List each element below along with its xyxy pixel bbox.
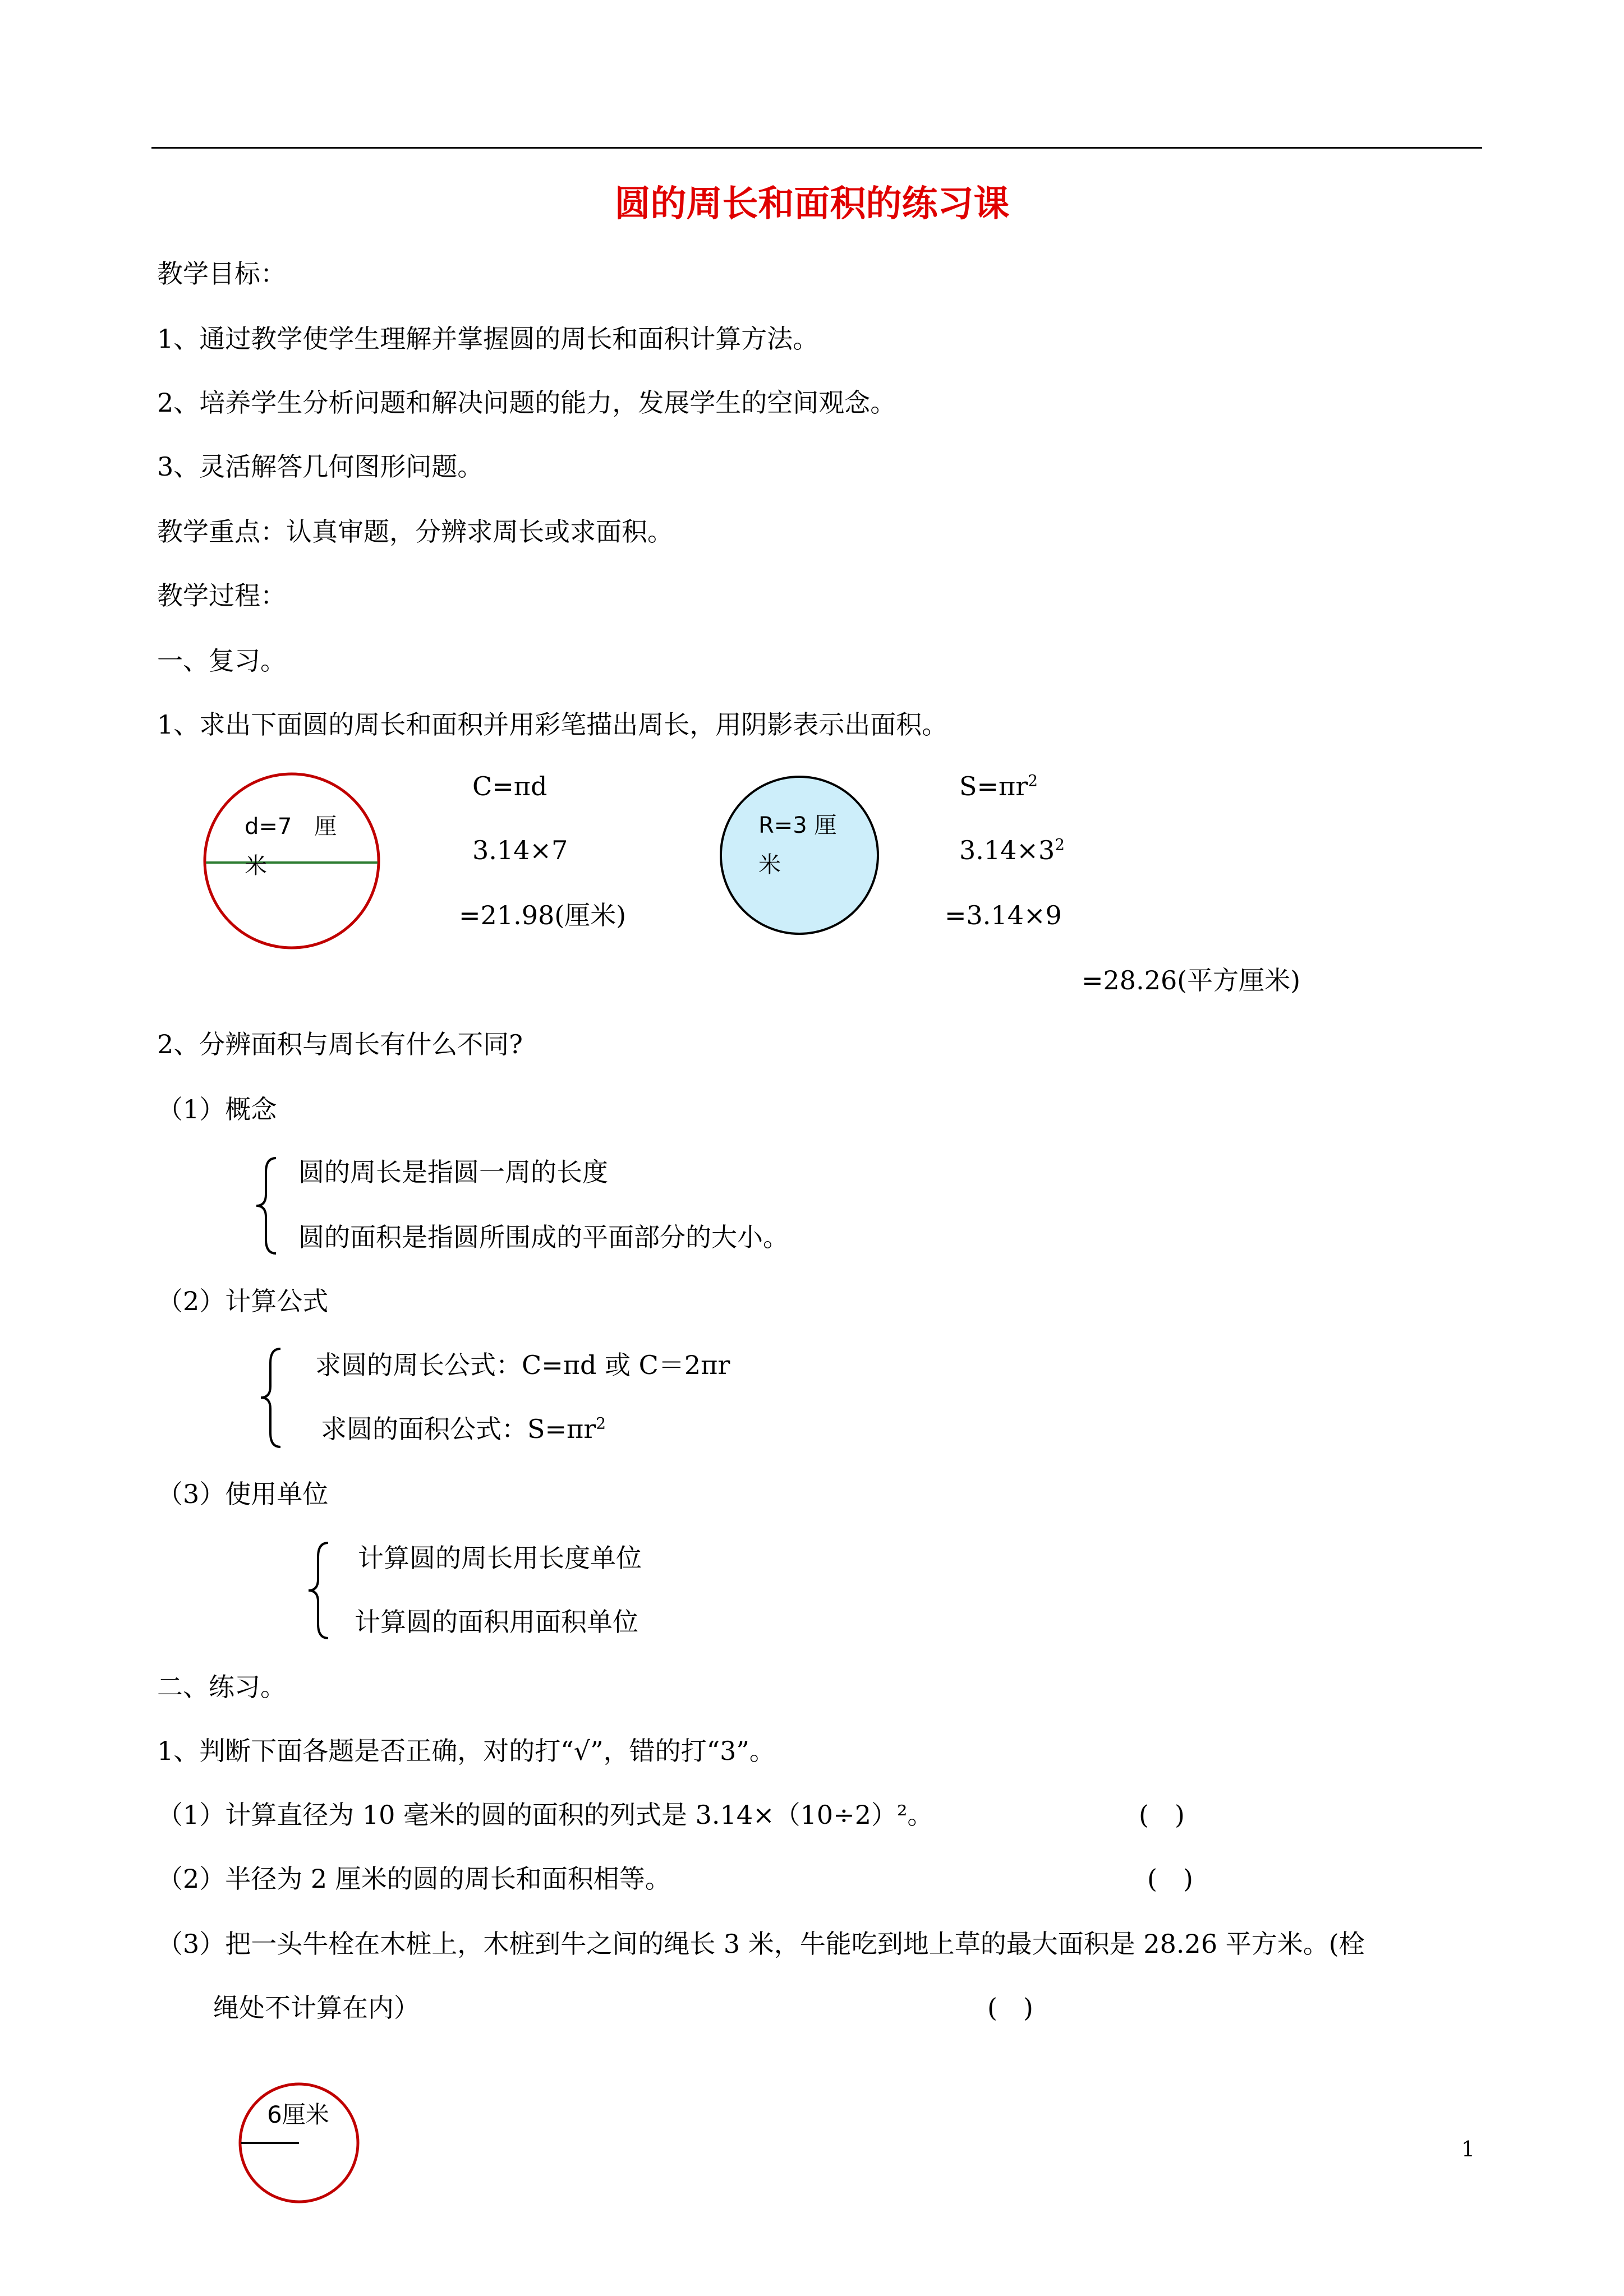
circle2-label-top: R=3 厘: [758, 813, 837, 838]
circle1-label-bottom: 米: [245, 853, 267, 879]
judge-item-2: （2）半径为 2 厘米的圆的周长和面积相等。: [157, 1864, 671, 1894]
concept-brace: [254, 1155, 282, 1256]
circle2-step2: =3.14×9: [945, 900, 1062, 930]
circle2-result: =28.26(平方厘米): [1082, 965, 1301, 995]
judge-item-1: （1）计算直径为 10 毫米的圆的面积的列式是 3.14×（10÷2）²。: [157, 1800, 933, 1830]
review-heading: 一、复习。: [157, 646, 286, 676]
concept-line-2: 圆的面积是指圆所围成的平面部分的大小。: [298, 1222, 789, 1252]
practice-question-1: 1、判断下面各题是否正确，对的打“√”，错的打“3”。: [157, 1736, 775, 1766]
header-rule: [151, 147, 1482, 149]
page-number: 1: [1461, 2137, 1475, 2161]
circle1-formula: C=πd: [472, 771, 548, 801]
circle-radius-figure: [715, 771, 884, 939]
shaded-circle: [721, 777, 878, 934]
concept-line-1: 圆的周长是指圆一周的长度: [298, 1157, 608, 1187]
practice-heading: 二、练习。: [157, 1672, 286, 1702]
page-title: 圆的周长和面积的练习课: [614, 183, 1010, 225]
circle2-formula: $S=\pi r^2$: [959, 771, 1038, 801]
circle-outline: [205, 774, 379, 948]
concept-heading: （1）概念: [157, 1094, 277, 1124]
judge-item-1-answer[interactable]: ( ): [1139, 1800, 1185, 1830]
units-line-1: 计算圆的周长用长度单位: [358, 1543, 642, 1573]
circle-diameter-figure: [199, 768, 384, 953]
circle1-label-top: d=7 厘: [245, 814, 337, 840]
formulas-brace: [258, 1346, 286, 1450]
review-question-2: 2、分辨面积与周长有什么不同?: [157, 1029, 523, 1059]
judge-item-3-cont: 绳处不计算在内）: [213, 1993, 420, 2023]
formula-circumference: 求圆的周长公式：C=πd 或 C＝2πr: [315, 1350, 730, 1380]
key-point: 教学重点：认真审题，分辨求周长或求面积。: [157, 517, 673, 547]
circle3-label: 6厘米: [267, 2101, 329, 2128]
goal-3: 3、灵活解答几何图形问题。: [157, 451, 484, 482]
review-question-1: 1、求出下面圆的周长和面积并用彩笔描出周长，用阴影表示出面积。: [157, 709, 948, 740]
process-heading: 教学过程：: [157, 580, 286, 611]
units-brace: [306, 1540, 334, 1641]
goal-2: 2、培养学生分析问题和解决问题的能力，发展学生的空间观念。: [157, 388, 896, 418]
units-line-2: 计算圆的面积用面积单位: [355, 1607, 638, 1637]
goal-1: 1、通过教学使学生理解并掌握圆的周长和面积计算方法。: [157, 324, 819, 354]
judge-item-3-answer[interactable]: ( ): [987, 1993, 1033, 2023]
judge-item-3: （3）把一头牛栓在木桩上，木桩到牛之间的绳长 3 米，牛能吃到地上草的最大面积是 28.26 平方米。(栓: [157, 1929, 1365, 1959]
formulas-heading: （2）计算公式: [157, 1286, 329, 1316]
formula-area: 求圆的面积公式：$S=\pi r^2$: [321, 1414, 606, 1444]
judge-item-2-answer[interactable]: ( ): [1147, 1864, 1193, 1894]
units-heading: （3）使用单位: [157, 1479, 329, 1509]
circle1-result: =21.98(厘米): [459, 900, 627, 930]
circle2-step1: $3.14\times 3^2$: [959, 835, 1065, 865]
goal-heading: 教学目标：: [157, 259, 286, 289]
circle1-step: 3.14×7: [472, 835, 568, 865]
circle2-label-bottom: 米: [758, 852, 781, 878]
